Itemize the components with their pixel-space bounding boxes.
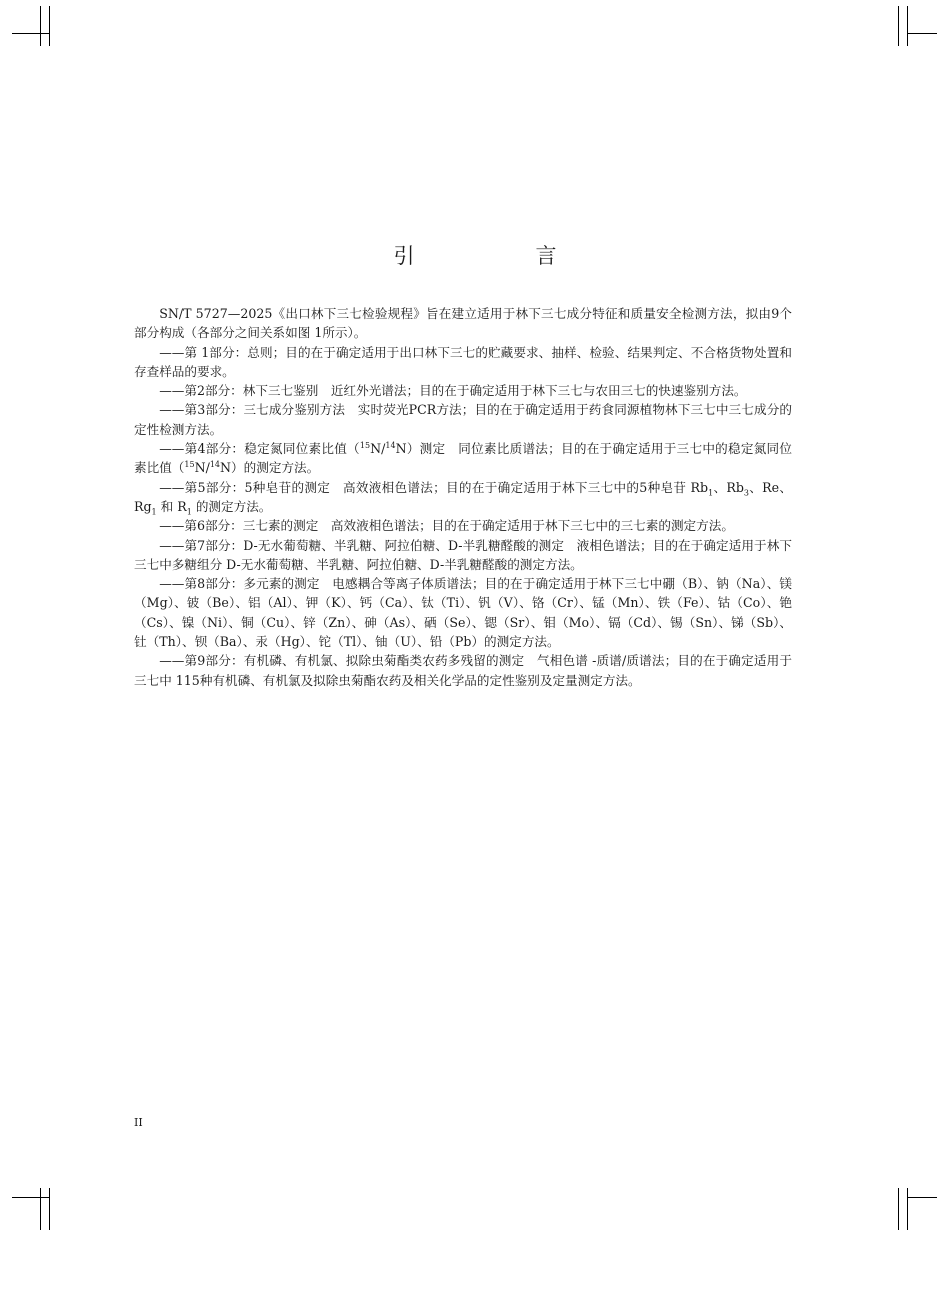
intro-paragraph: SN/T 5727—2025《出口林下三七检验规程》旨在建立适用于林下三七成分特征和质量安全检测方法，拟由9个部分构成（各部分之间关系如图 1所示）。 xyxy=(134,306,792,341)
introduction-body xyxy=(134,304,792,690)
page-number: II xyxy=(134,1116,143,1129)
part-9-paragraph: ——第9部分：有机磷、有机氯、拟除虫菊酯类农药多残留的测定 气相色谱 -质谱/质谱法；目的在于确定适用于三七中 115种有机磷、有机氯及拟除虫菊酯农药及相关化学品的定性鉴别及定量测定方法。 xyxy=(134,653,792,688)
part-8-paragraph: ——第8部分：多元素的测定 电感耦合等离子体质谱法；目的在于确定适用于林下三七中硼（B）、钠（Na）、镁（Mg）、铍（Be）、铝（Al）、钾（K）、钙（Ca）、钛（Ti）、钒（V）、铬（Cr）、锰（Mn）、铁（Fe）、钴（Co）、铯（Cs）、镍（Ni）、铜（Cu）、锌（Zn）、砷（As）、硒（Se）、锶（Sr）、钼（Mo）、镉（Cd）、锡（Sn）、锑（Sb）、钍（Th）、钡（Ba）、汞（Hg）、铊（Tl）、铀（U）、铅（Pb）的测定方法。 xyxy=(134,576,792,650)
part-1-paragraph: ——第 1部分：总则；目的在于确定适用于出口林下三七的贮藏要求、抽样、检验、结果判定、不合格货物处置和存查样品的要求。 xyxy=(134,344,792,379)
part-5-paragraph: ——第5部分：5种皂苷的测定 高效液相色谱法；目的在于确定适用于林下三七中的5种皂苷 $Rb_1$、$Rb_3$、Re、$Rg_1$ 和 $R_1$ 的测定方法。 xyxy=(134,479,792,517)
part-3-paragraph: ——第3部分：三七成分鉴别方法 实时荧光PCR方法；目的在于确定适用于药食同源植物林下三七中三七成分的定性检测方法。 xyxy=(134,402,792,437)
page-title: 引 言 xyxy=(393,244,607,269)
part-6-paragraph: ——第6部分：三七素的测定 高效液相色谱法；目的在于确定适用于林下三七中的三七素的测定方法。 xyxy=(159,518,734,534)
part-4-paragraph: ——第4部分：稳定氮同位素比值（$^{15}$N/$^{14}$N）测定 同位素比质谱法；目的在于确定适用于三七中的稳定氮同位素比值（$^{15}$N/$^{14}$N）的测定方法。 xyxy=(134,440,792,476)
part-7-paragraph: ——第7部分：D-无水葡萄糖、半乳糖、阿拉伯糖、D-半乳糖醛酸的测定 液相色谱法；目的在于确定适用于林下三七中多糖组分 D-无水葡萄糖、半乳糖、阿拉伯糖、D-半乳糖醛酸的测定方法。 xyxy=(134,537,792,572)
part-2-paragraph: ——第2部分：林下三七鉴别 近红外光谱法；目的在于确定适用于林下三七与农田三七的快速鉴别方法。 xyxy=(159,383,747,399)
